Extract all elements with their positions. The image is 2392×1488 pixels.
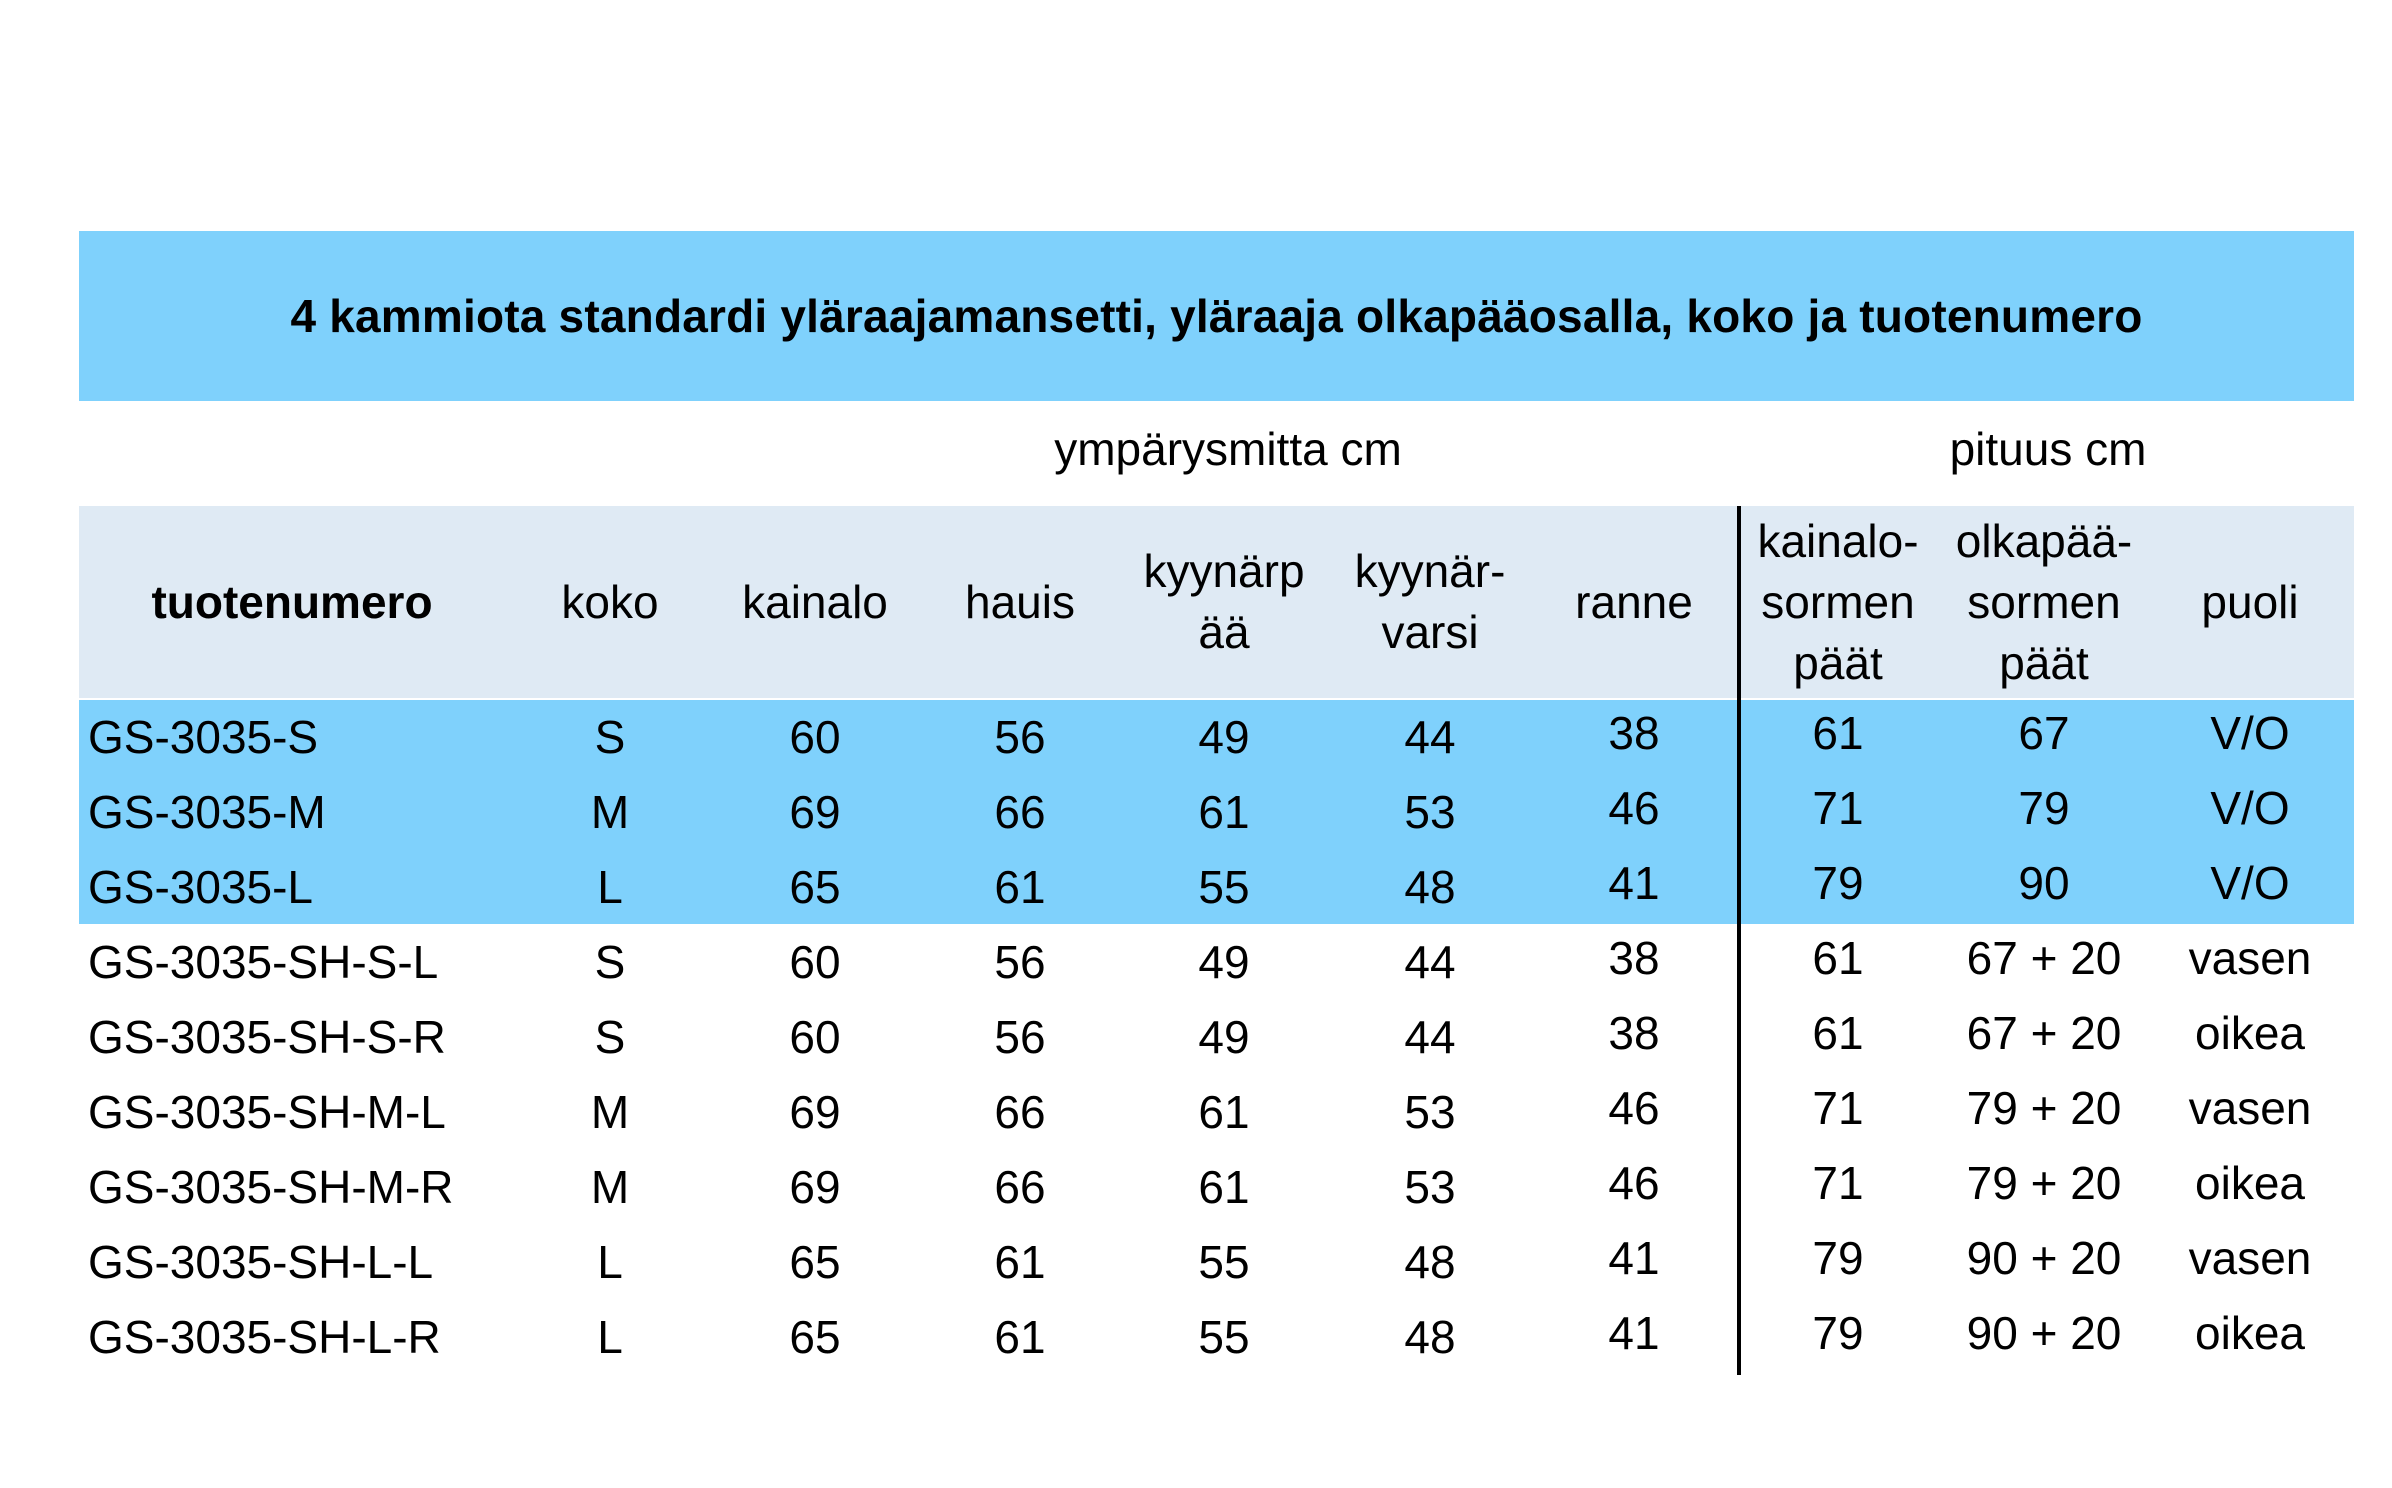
cell-hauis: 66 [994,1086,1046,1138]
cell-koko: S [594,936,626,988]
cell-kainalo-sormenpaat: 79 [1812,857,1864,909]
cell-koko: L [597,1236,623,1288]
cell-kainalo-sormenpaat: 61 [1812,932,1864,984]
cell-hauis: 61 [994,1311,1046,1363]
cell-kainalo: 69 [789,1086,841,1138]
cell-koko: S [594,1011,626,1063]
cell-olkapaa-sormenpaat: 79 [2018,782,2070,834]
cell-kainalo: 60 [789,936,841,988]
title-band [79,231,2354,401]
table-row [0,1150,2392,1225]
cell-kainalo: 69 [789,1161,841,1213]
table-row [0,775,2392,850]
cell-kyynarpaa: 55 [1198,1236,1250,1288]
table-row [0,1000,2392,1075]
cell-olkapaa-sormenpaat: 67 + 20 [1966,932,2122,984]
cell-hauis: 56 [994,1011,1046,1063]
cell-kyynarvarsi: 53 [1404,786,1456,838]
cell-kainalo: 65 [789,1311,841,1363]
cell-tuotenumero: GS-3035-S [88,711,319,763]
group-label-circumference: ympärysmitta cm [1054,423,1402,475]
cell-koko: M [590,1086,630,1138]
column-header-koko: koko [561,575,659,628]
column-header-tuotenumero: tuotenumero [151,575,433,628]
cell-kainalo: 69 [789,786,841,838]
cell-kainalo: 60 [789,711,841,763]
cell-kyynarpaa: 55 [1198,1311,1250,1363]
cell-puoli: V/O [2210,782,2290,834]
cell-kainalo-sormenpaat: 61 [1812,707,1864,759]
cell-kyynarpaa: 55 [1198,861,1250,913]
cell-olkapaa-sormenpaat: 90 + 20 [1966,1232,2122,1284]
column-divider [1737,506,1741,1375]
cell-kyynarpaa: 61 [1198,1086,1250,1138]
column-header-olkapaa-sormenpaat: olkapää- sormen päät [1955,514,2133,689]
cell-kyynarpaa: 49 [1198,936,1250,988]
cell-ranne: 46 [1608,782,1660,834]
cell-kainalo: 60 [789,1011,841,1063]
cell-tuotenumero: GS-3035-SH-S-R [88,1011,446,1063]
cell-ranne: 38 [1608,1007,1660,1059]
column-header-hauis: hauis [965,575,1075,628]
cell-kyynarpaa: 49 [1198,1011,1250,1063]
column-header-kainalo-sormenpaat: kainalo- sormen päät [1757,514,1919,689]
cell-kainalo-sormenpaat: 79 [1812,1232,1864,1284]
cell-ranne: 41 [1608,1232,1660,1284]
cell-kyynarvarsi: 48 [1404,861,1456,913]
cell-tuotenumero: GS-3035-SH-M-L [88,1086,446,1138]
cell-puoli: V/O [2210,857,2290,909]
cell-kyynarvarsi: 53 [1404,1086,1456,1138]
cell-puoli: vasen [2188,932,2312,984]
table-row [0,850,2392,925]
cell-olkapaa-sormenpaat: 90 + 20 [1966,1307,2122,1359]
cell-koko: S [594,711,626,763]
cell-kainalo-sormenpaat: 71 [1812,1157,1864,1209]
cell-ranne: 41 [1608,857,1660,909]
cell-tuotenumero: GS-3035-SH-M-R [88,1161,454,1213]
cell-olkapaa-sormenpaat: 90 [2018,857,2070,909]
cell-hauis: 66 [994,786,1046,838]
cell-ranne: 38 [1608,932,1660,984]
cell-koko: L [597,861,623,913]
cell-koko: L [597,1311,623,1363]
cell-kyynarvarsi: 44 [1404,936,1456,988]
table-title: 4 kammiota standardi yläraajamansetti, yläraaja olkapääosalla, koko ja tuotenumero [290,290,2143,342]
table-row [0,1300,2392,1375]
cell-kainalo: 65 [789,1236,841,1288]
cell-kyynarvarsi: 44 [1404,711,1456,763]
cell-ranne: 46 [1608,1082,1660,1134]
cell-kyynarvarsi: 48 [1404,1311,1456,1363]
cell-tuotenumero: GS-3035-SH-L-R [88,1311,441,1363]
cell-kainalo: 65 [789,861,841,913]
cell-kyynarpaa: 61 [1198,786,1250,838]
cell-puoli: vasen [2188,1082,2312,1134]
cell-tuotenumero: GS-3035-SH-L-L [88,1236,434,1288]
cell-hauis: 56 [994,936,1046,988]
cell-hauis: 61 [994,1236,1046,1288]
cell-tuotenumero: GS-3035-M [88,786,326,838]
cell-puoli: oikea [2195,1307,2305,1359]
column-header-kyynarpaa: kyynärp ää [1143,545,1305,658]
cell-puoli: oikea [2195,1007,2305,1059]
cell-ranne: 46 [1608,1157,1660,1209]
column-header-puoli: puoli [2201,575,2299,628]
cell-kainalo-sormenpaat: 79 [1812,1307,1864,1359]
cell-kyynarvarsi: 53 [1404,1161,1456,1213]
cell-ranne: 38 [1608,707,1660,759]
group-label-length: pituus cm [1949,423,2147,475]
cell-olkapaa-sormenpaat: 67 + 20 [1966,1007,2122,1059]
cell-kyynarpaa: 61 [1198,1161,1250,1213]
cell-tuotenumero: GS-3035-L [88,861,314,913]
cell-kyynarvarsi: 48 [1404,1236,1456,1288]
cell-koko: M [590,1161,630,1213]
table-row [0,1075,2392,1150]
cell-kyynarvarsi: 44 [1404,1011,1456,1063]
cell-kainalo-sormenpaat: 61 [1812,1007,1864,1059]
cell-kainalo-sormenpaat: 71 [1812,1082,1864,1134]
cell-kainalo-sormenpaat: 71 [1812,782,1864,834]
cell-olkapaa-sormenpaat: 79 + 20 [1966,1082,2122,1134]
cell-puoli: vasen [2188,1232,2312,1284]
table-row [0,1225,2392,1300]
cell-hauis: 66 [994,1161,1046,1213]
cell-olkapaa-sormenpaat: 79 + 20 [1966,1157,2122,1209]
cell-olkapaa-sormenpaat: 67 [2018,707,2070,759]
cell-hauis: 56 [994,711,1046,763]
column-header-kyynarvarsi: kyynär- varsi [1354,545,1506,658]
column-header-ranne: ranne [1575,575,1693,628]
cell-koko: M [590,786,630,838]
cell-puoli: oikea [2195,1157,2305,1209]
cell-ranne: 41 [1608,1307,1660,1359]
cell-tuotenumero: GS-3035-SH-S-L [88,936,439,988]
column-header-kainalo: kainalo [742,575,888,628]
table-row [0,700,2392,775]
cell-kyynarpaa: 49 [1198,711,1250,763]
cell-puoli: V/O [2210,707,2290,759]
cell-hauis: 61 [994,861,1046,913]
table-row [0,925,2392,1000]
